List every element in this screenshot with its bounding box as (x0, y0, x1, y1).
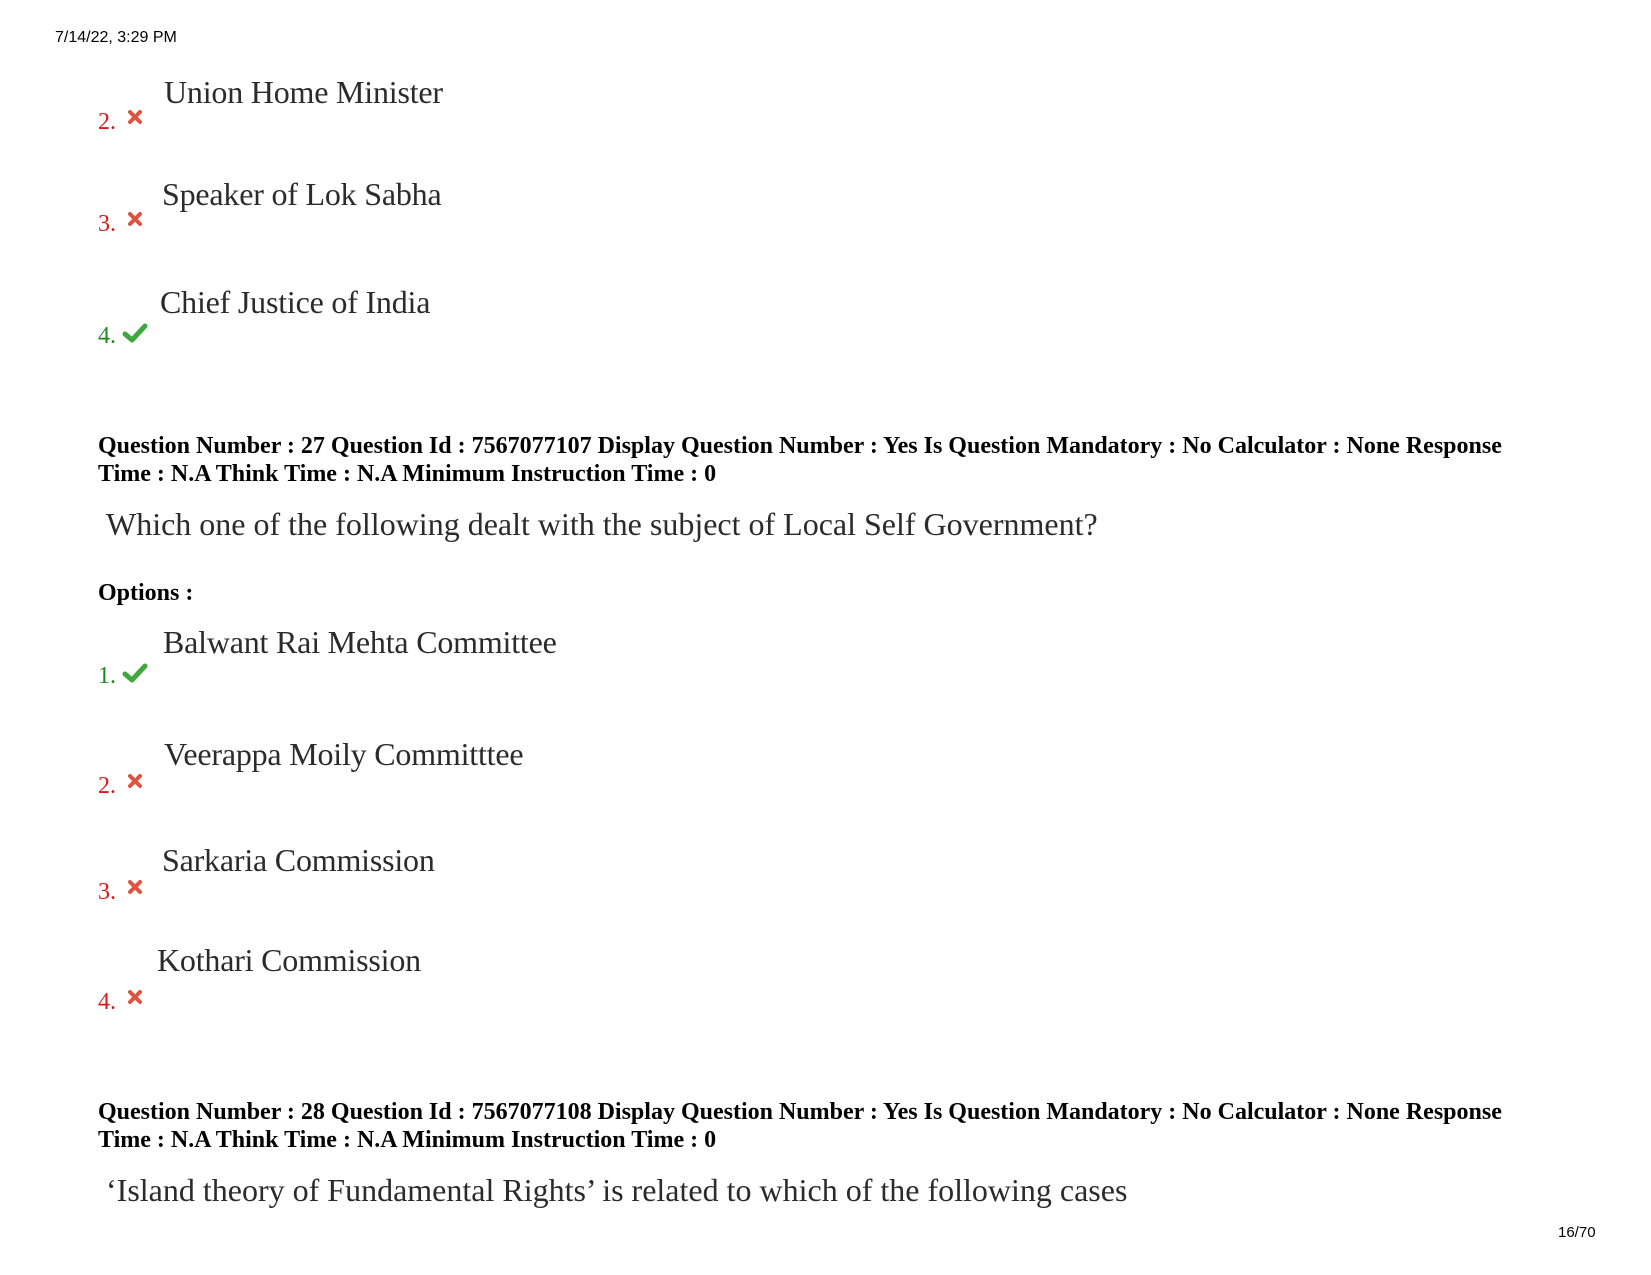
option-item (98, 736, 698, 799)
cross-icon (126, 878, 144, 896)
question-28-text: ‘Island theory of Fundamental Rights’ is related to which of the following cases (106, 1172, 1128, 1208)
print-date: 7/14/22, 3:29 PM (55, 29, 177, 46)
option-item (98, 176, 698, 236)
question-meta-line: Question Number : 28 Question Id : 7567077108 Display Question Number : Yes Is Question Mandatory : No Calculator : None Response (98, 1099, 1502, 1125)
option-number: 2. (98, 109, 116, 135)
cross-icon (126, 210, 144, 228)
cross-icon (126, 108, 144, 126)
cross-icon (126, 988, 144, 1006)
question-28-meta (98, 1098, 1578, 1154)
option-number: 1. (98, 663, 116, 689)
option-text: Kothari Commission (157, 942, 421, 978)
option-item (98, 74, 698, 134)
option-item (98, 624, 698, 689)
question-27-text: Which one of the following dealt with the subject of Local Self Government? (106, 506, 1098, 542)
check-icon (122, 662, 148, 684)
question-meta-line: Time : N.A Think Time : N.A Minimum Instruction Time : 0 (98, 1127, 717, 1153)
option-text: Chief Justice of India (160, 284, 431, 320)
page-number: 16/70 (1558, 1224, 1596, 1241)
option-item (98, 842, 698, 905)
question-meta-line: Time : N.A Think Time : N.A Minimum Instruction Time : 0 (98, 461, 717, 487)
option-text: Balwant Rai Mehta Committee (163, 624, 557, 660)
option-item (98, 942, 698, 1015)
option-text: Veerappa Moily Committtee (164, 736, 524, 772)
option-text: Speaker of Lok Sabha (162, 176, 442, 212)
option-number: 3. (98, 211, 116, 237)
check-icon (122, 322, 148, 344)
question-27-meta (98, 432, 1578, 488)
option-number: 3. (98, 879, 116, 905)
option-number: 2. (98, 773, 116, 799)
cross-icon (126, 772, 144, 790)
option-item (98, 284, 698, 349)
question-meta-line: Question Number : 27 Question Id : 7567077107 Display Question Number : Yes Is Question Mandatory : No Calculator : None Response (98, 433, 1502, 459)
options-label: Options : (98, 580, 194, 606)
option-text: Union Home Minister (164, 74, 443, 110)
option-text: Sarkaria Commission (162, 842, 435, 878)
option-number: 4. (98, 989, 116, 1015)
option-number: 4. (98, 323, 116, 349)
